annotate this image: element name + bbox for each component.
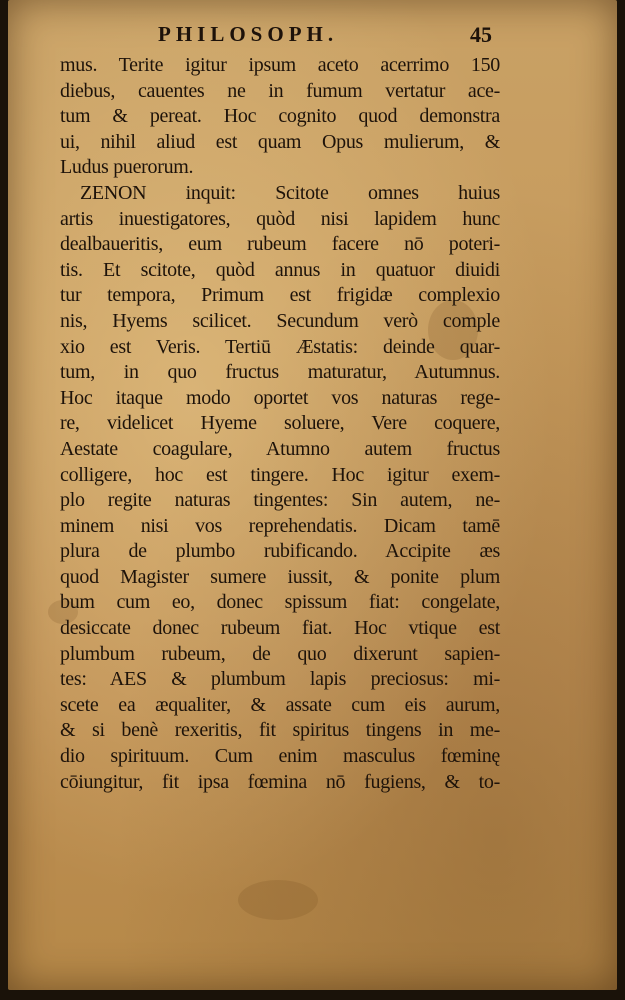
text-line: tis. Et scitote, quòd annus in quatuor diuidi <box>60 258 500 281</box>
text-line: quod Magister sumere iussit, & ponite plum <box>60 565 500 588</box>
book-page <box>8 0 617 990</box>
text-line: nis, Hyems scilicet. Secundum verò comple <box>60 309 500 332</box>
text-line: scete ea æqualiter, & assate cum eis aurum, <box>60 693 500 716</box>
text-line: diebus, cauentes ne in fumum vertatur ace- <box>60 79 500 102</box>
text-line: mus. Terite igitur ipsum aceto acerrimo 150 <box>60 54 500 76</box>
text-line: tur tempora, Primum est frigidæ complexio <box>60 284 500 307</box>
text-line: & si benè rexeritis, fit spiritus tingens in me- <box>60 719 500 742</box>
running-head: PHILOSOPH. <box>158 22 339 46</box>
text-line: desiccate donec rubeum fiat. Hoc vtique est <box>60 617 500 640</box>
text-line: bum cum eo, donec spissum fiat: congelate, <box>60 591 500 614</box>
paper-stain <box>238 880 318 920</box>
text-line: Aestate coagulare, Atumno autem fructus <box>60 437 500 460</box>
text-line: ui, nihil aliud est quam Opus mulierum, & <box>60 130 500 153</box>
text-line: re, videlicet Hyeme soluere, Vere coquere, <box>60 412 500 435</box>
text-line: tum, in quo fructus maturatur, Autumnus. <box>60 361 500 384</box>
text-line: dealbaueritis, eum rubeum facere nō poteri- <box>60 233 500 256</box>
text-line: cōiungitur, fit ipsa fœmina nō fugiens, & to- <box>60 770 500 793</box>
text-line: plumbum rubeum, de quo dixerunt sapien- <box>60 642 500 665</box>
text-line: artis inuestigatores, quòd nisi lapidem hunc <box>60 207 500 230</box>
text-line: tes: AES & plumbum lapis preciosus: mi- <box>60 668 500 691</box>
page-number: 45 <box>470 22 492 47</box>
text-line: plura de plumbo rubificando. Accipite æs <box>60 540 500 563</box>
text-line: minem nisi vos reprehendatis. Dicam tamē <box>60 514 500 537</box>
text-line: tum & pereat. Hoc cognito quod demonstra <box>60 105 500 128</box>
text-line: xio est Veris. Tertiū Æstatis: deinde quar- <box>60 335 500 358</box>
text-line: plo regite naturas tingentes: Sin autem, ne- <box>60 489 500 512</box>
text-line: Ludus puerorum. <box>60 156 194 179</box>
body-text <box>60 53 500 795</box>
text-line: Hoc itaque modo oportet vos naturas rege- <box>60 386 500 409</box>
text-line: dio spirituum. Cum enim masculus fœminę <box>60 745 500 768</box>
text-line: ZENON inquit: Scitote omnes huius <box>80 181 500 204</box>
text-line: colligere, hoc est tingere. Hoc igitur exem- <box>60 463 500 486</box>
